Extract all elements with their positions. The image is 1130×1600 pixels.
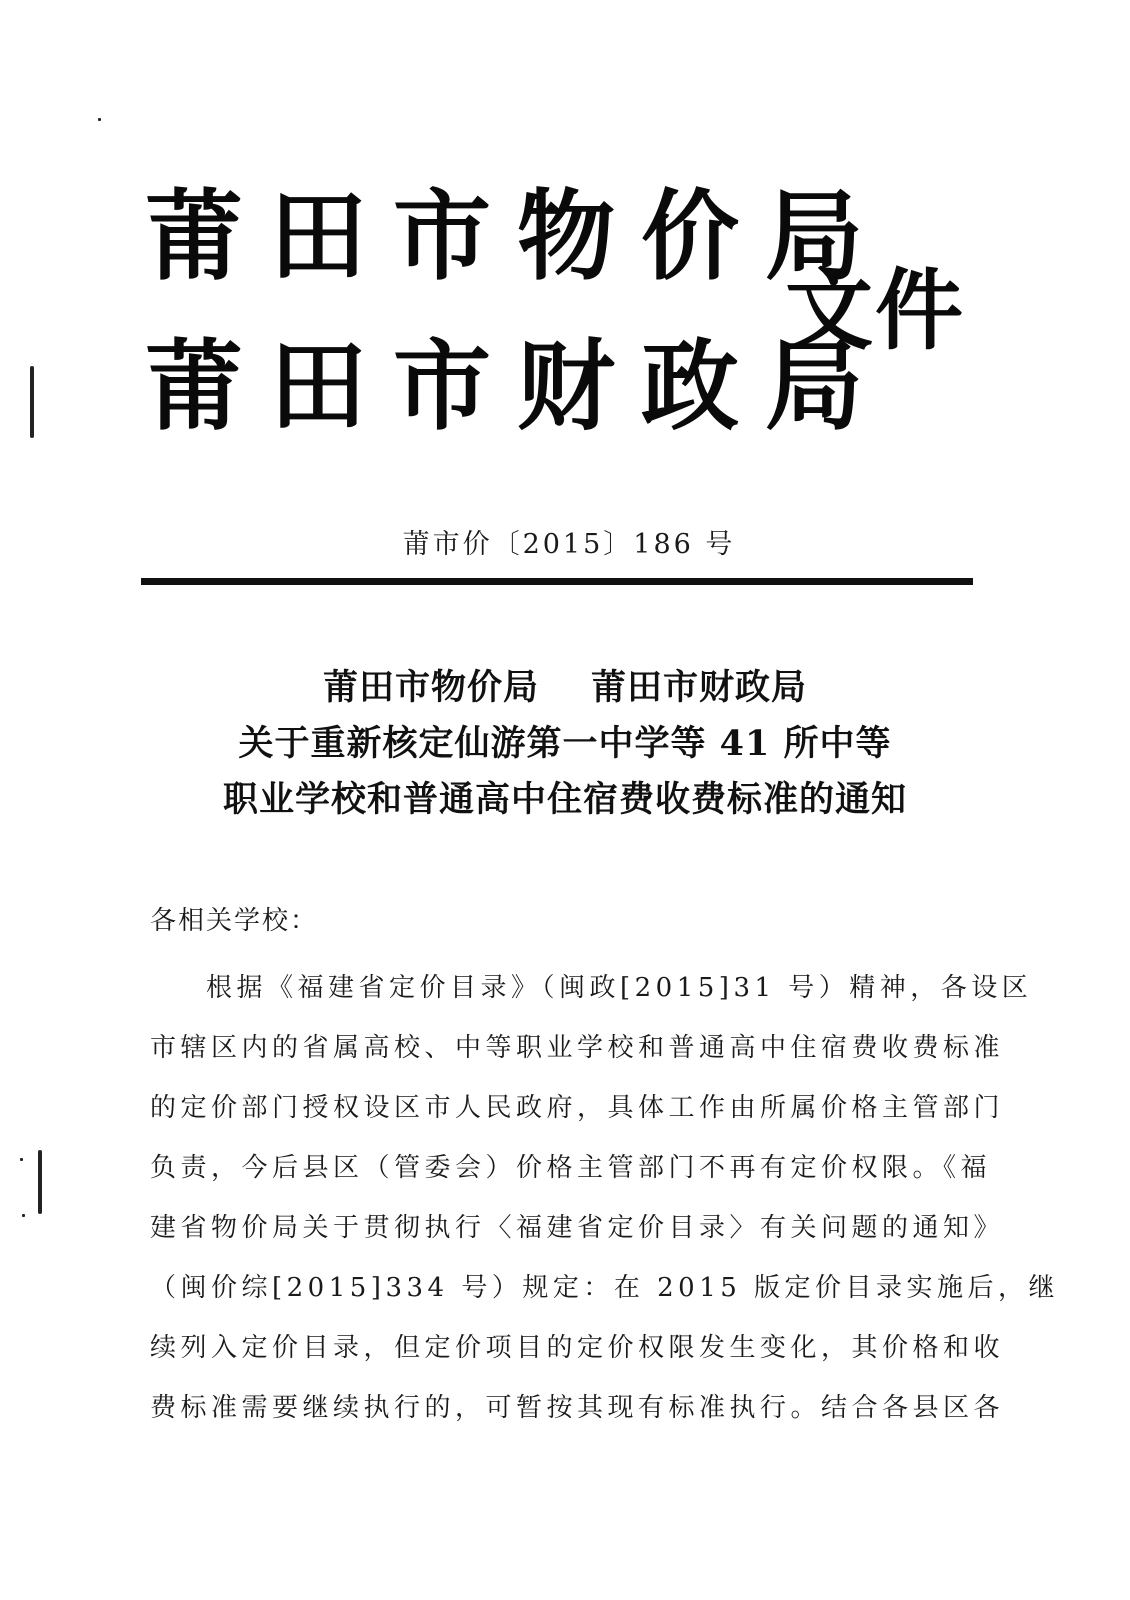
body-line: 建省物价局关于贯彻执行〈福建省定价目录〉有关问题的通知》 (150, 1213, 1005, 1243)
body-line: 的定价部门授权设区市人民政府，具体工作由所属价格主管部门 (150, 1093, 1005, 1123)
body-line: 根据《福建省定价目录》（闽政[2015]31 号）精神，各设区 (206, 973, 1033, 1003)
letterhead (145, 170, 985, 450)
document-number: 莆市价〔2015〕186 号 (402, 529, 736, 560)
body-line: 负责，今后县区（管委会）价格主管部门不再有定价权限。《福 (150, 1153, 992, 1183)
notice-body (150, 898, 1060, 1438)
letterhead-suffix: 文件 (785, 258, 966, 362)
title-issuer-1: 莆田市物价局 (322, 667, 539, 708)
title-line-1 (0, 660, 1130, 716)
letterhead-rule (141, 578, 973, 585)
scan-mark-lower-dot-2 (22, 1214, 25, 1217)
body-line: （闽价综[2015]334 号）规定：在 2015 版定价目录实施后，继 (150, 1273, 1060, 1303)
body-line: 续列入定价目录，但定价项目的定价权限发生变化，其价格和收 (150, 1333, 1005, 1363)
binding-mark-upper (30, 366, 34, 438)
title-issuer-2: 莆田市财政局 (591, 667, 808, 708)
title-line-3: 职业学校和普通高中住宿费收费标准的通知 (222, 779, 907, 820)
scan-mark-lower-dot (20, 1158, 23, 1161)
binding-mark-lower (38, 1150, 42, 1214)
body-line: 费标准需要继续执行的，可暂按其现有标准执行。结合各县区各 (150, 1393, 1005, 1423)
body-line: 市辖区内的省属高校、中等职业学校和普通高中住宿费收费标准 (150, 1033, 1005, 1063)
title-line-2: 关于重新核定仙游第一中学等 41 所中等 (238, 723, 892, 764)
issuer-name-2: 莆田市财政局 (145, 329, 890, 444)
notice-title (0, 660, 1130, 828)
issuer-name-1: 莆田市物价局 (145, 179, 890, 294)
scan-mark-top (98, 118, 101, 121)
salutation: 各相关学校： (150, 906, 319, 936)
